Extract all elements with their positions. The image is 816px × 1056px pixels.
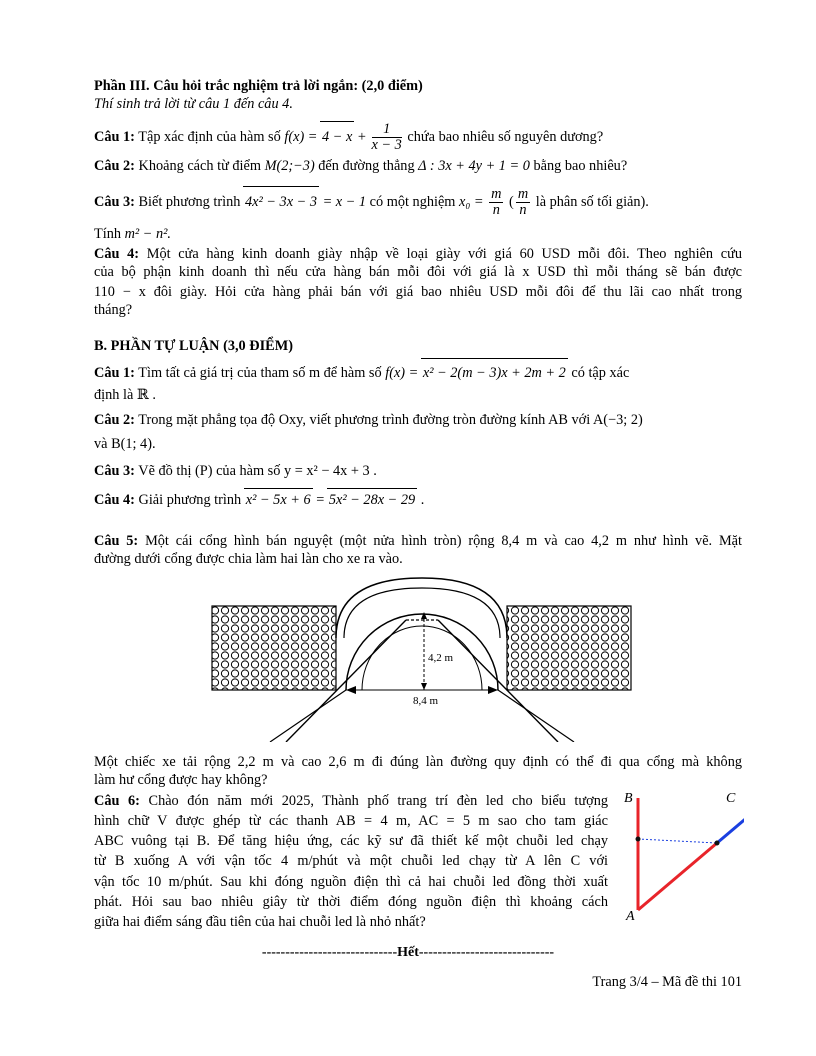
footer-separator: -----------------------------Hết----------------------------- bbox=[261, 945, 555, 960]
width-label: 8,4 m bbox=[413, 695, 439, 707]
distance-line bbox=[638, 839, 717, 843]
partb-q6-l6: phát. Hỏi sau bao nhiêu giây từ thời điểm đóng nguồn điện thì khoảng cách bbox=[94, 894, 608, 910]
part3-q4-l4: tháng? bbox=[94, 302, 133, 318]
partb-heading: B. PHẦN TỰ LUẬN (3,0 ĐIỂM) bbox=[94, 338, 293, 354]
part3-q4-l3: 110 − x đôi giày. Hỏi cửa hàng phải bán với giá bao nhiêu USD mỗi đôi để thu lãi cao nhất trong bbox=[94, 284, 742, 300]
partb-q4: Câu 4: Giải phương trình x² − 5x + 6 = 5x² − 28x − 29 . bbox=[94, 488, 742, 511]
label-a: A bbox=[626, 909, 635, 924]
partb-q2-l2: và B(1; 4). bbox=[94, 436, 156, 452]
height-label: 4,2 m bbox=[428, 652, 454, 664]
partb-q6-l2: hình chữ V được ghép từ các thanh AB = 4 m, AC = 5 m sao cho tam giác bbox=[94, 813, 608, 829]
segment-ac-lit bbox=[638, 843, 717, 910]
label-b: B bbox=[624, 791, 633, 806]
outer-arch bbox=[336, 578, 507, 638]
part3-q3: Câu 3: Biết phương trình 4x² − 3x − 3 = x − 1 có một nghiệm x₀ = $\frac{m}{n}$ ( $\frac{m}{n}$ là phân số tối giản). bbox=[94, 186, 649, 219]
semicircle bbox=[346, 614, 498, 690]
right-wall bbox=[507, 606, 631, 690]
partb-q5-l1: Câu 5: Một cái cổng hình bán nguyệt (một nửa hình tròn) rộng 8,4 m và cao 4,2 m như hình vẽ. Mặt bbox=[94, 533, 742, 549]
v-figure bbox=[620, 788, 744, 928]
partb-q3: Câu 3: Vẽ đồ thị (P) của hàm số y = x² − 4x + 3 . bbox=[94, 463, 377, 479]
partb-q6-l5: vận tốc 10 m/phút. Sau khi đóng nguồn điện thì cả hai chuỗi led đồng thời xuất bbox=[94, 874, 608, 890]
partb-q5-l2: đường dưới cổng được chia làm hai làn cho xe ra vào. bbox=[94, 551, 403, 567]
left-wall bbox=[212, 606, 336, 690]
partb-q1: Câu 1: Tìm tất cả giá trị của tham số m để hàm số f(x) = x² − 2(m − 3)x + 2m + 2 có tập xác bbox=[94, 358, 742, 387]
segment-ac bbox=[717, 804, 744, 843]
light-point-ac bbox=[715, 841, 720, 846]
part3-q3-line2: Tính m² − n². bbox=[94, 226, 172, 242]
partb-q6-l7: giữa hai điểm sáng đầu tiên của hai chuỗi led là nhỏ nhất? bbox=[94, 914, 426, 930]
gate-figure bbox=[210, 570, 634, 742]
partb-q6-l3: ABC vuông tại B. Để tăng hiệu ứng, các kỹ sư đã thiết kế một chuỗi led chạy bbox=[94, 833, 608, 849]
part3-q2: Câu 2: Khoảng cách từ điểm M(2;−3) đến đường thẳng Δ : 3x + 4y + 1 = 0 bằng bao nhiêu? bbox=[94, 158, 628, 174]
part3-heading: Phần III. Câu hỏi trắc nghiệm trả lời ngắn: (2,0 điểm) bbox=[94, 78, 423, 94]
part3-instruction: Thí sinh trả lời từ câu 1 đến câu 4. bbox=[94, 96, 293, 112]
partb-q5-after2: làm hư cổng được hay không? bbox=[94, 772, 268, 788]
part3-q4-l1: Câu 4: Một cửa hàng kinh doanh giày nhập về loại giày với giá 60 USD mỗi đôi. Theo nghiên cứu bbox=[94, 246, 742, 262]
part3-q1: Câu 1: Tập xác định của hàm số f(x) = 4 − x + $\frac{1}{x - 3}$ chứa bao nhiêu số nguyên dương? bbox=[94, 121, 604, 154]
partb-q6-l4: từ B xuống A với vận tốc 4 m/phút và một chuỗi led chạy từ A lên C với bbox=[94, 853, 608, 869]
part3-q4-l2: của bộ phận kinh doanh thì nếu cửa hàng bán mỗi đôi với giá là x USD thì mỗi tháng sẽ bán được bbox=[94, 264, 742, 280]
partb-q5-after1: Một chiếc xe tải rộng 2,2 m và cao 2,6 m đi đúng làn đường quy định có thể đi qua cổng mà không bbox=[94, 754, 742, 770]
page-number: Trang 3/4 – Mã đề thi 101 bbox=[592, 974, 742, 990]
partb-q2-l1: Câu 2: Trong mặt phẳng tọa độ Oxy, viết phương trình đường tròn đường kính AB với A(−3; 2) bbox=[94, 412, 643, 428]
partb-q6-l1: Câu 6: Chào đón năm mới 2025, Thành phố trang trí đèn led cho biểu tượng bbox=[94, 793, 608, 809]
label-c: C bbox=[726, 791, 736, 806]
light-point-ab bbox=[636, 837, 641, 842]
partb-q1-l2: định là ℝ . bbox=[94, 387, 156, 403]
